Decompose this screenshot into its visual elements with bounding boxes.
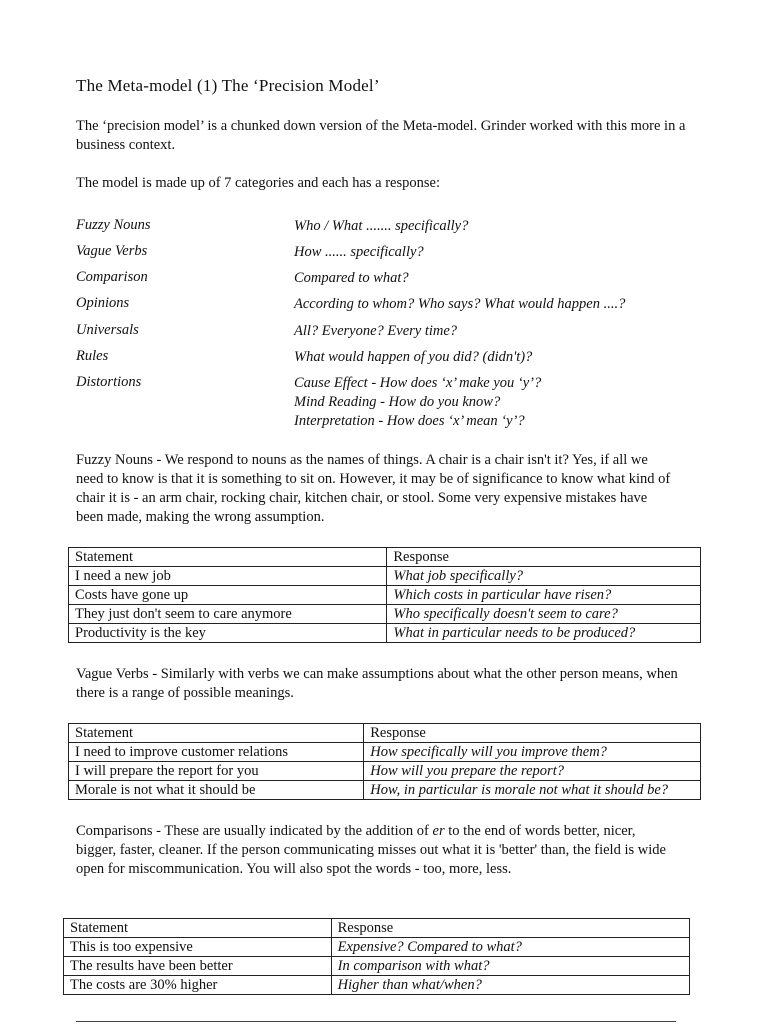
table-row bbox=[69, 743, 701, 762]
comparisons-text-before: Comparisons - These are usually indicated by the addition of bbox=[76, 823, 433, 839]
statement-header: Statement bbox=[64, 919, 332, 938]
response-cell: How will you prepare the report? bbox=[364, 762, 701, 781]
category-response-line: Mind Reading - How do you know? bbox=[294, 394, 501, 410]
category-response bbox=[294, 269, 716, 288]
category-response bbox=[294, 295, 716, 314]
table-row bbox=[69, 567, 701, 586]
response-header: Response bbox=[364, 724, 701, 743]
table-header-row bbox=[69, 548, 701, 567]
category-row bbox=[76, 269, 716, 288]
category-row bbox=[76, 374, 716, 431]
category-name: Distortions bbox=[76, 374, 142, 390]
table-row bbox=[69, 605, 701, 624]
response-cell: Higher than what/when? bbox=[331, 976, 689, 995]
table-row bbox=[69, 781, 701, 800]
statement-cell: Morale is not what it should be bbox=[69, 781, 364, 800]
category-row bbox=[76, 295, 716, 314]
fuzzy-nouns-table bbox=[68, 547, 701, 643]
category-response-line: Interpretation - How does ‘x’ mean ‘y’? bbox=[294, 413, 525, 429]
comparisons-table bbox=[63, 918, 690, 995]
vague-verbs-paragraph: Vague Verbs - Similarly with verbs we can make assumptions about what the other person means, when there is a range of possible meanings. bbox=[76, 666, 678, 701]
category-row bbox=[76, 243, 716, 262]
category-name: Comparison bbox=[76, 269, 148, 285]
table-row bbox=[69, 624, 701, 643]
category-response-line: Compared to what? bbox=[294, 270, 409, 286]
category-response-line: All? Everyone? Every time? bbox=[294, 323, 458, 339]
table-row bbox=[64, 938, 690, 957]
category-name: Universals bbox=[76, 322, 139, 338]
statement-cell: I need to improve customer relations bbox=[69, 743, 364, 762]
table-header-row bbox=[69, 724, 701, 743]
page-title: The Meta-model (1) The ‘Precision Model’ bbox=[76, 76, 380, 95]
statement-cell: I will prepare the report for you bbox=[69, 762, 364, 781]
response-cell: Who specifically doesn't seem to care? bbox=[387, 605, 701, 624]
comparisons-text-after: to the end of words better, nicer, bigger, faster, cleaner. If the person communicating misses out what it is 'better' than, the field is wide open for miscommunication. You will also spot the words - too, more, less. bbox=[76, 823, 666, 877]
response-cell: What in particular needs to be produced? bbox=[387, 624, 701, 643]
statement-cell: This is too expensive bbox=[64, 938, 332, 957]
statement-header: Statement bbox=[69, 548, 387, 567]
category-name: Vague Verbs bbox=[76, 243, 148, 259]
response-cell: Expensive? Compared to what? bbox=[331, 938, 689, 957]
statement-cell: Costs have gone up bbox=[69, 586, 387, 605]
comparisons-text-emphasis: er bbox=[432, 823, 445, 839]
category-name: Fuzzy Nouns bbox=[76, 217, 151, 233]
table-row bbox=[69, 586, 701, 605]
category-response-line: According to whom? Who says? What would happen ....? bbox=[294, 296, 626, 312]
vague-verbs-table bbox=[68, 723, 701, 800]
response-header: Response bbox=[387, 548, 701, 567]
fuzzy-nouns-paragraph: Fuzzy Nouns - We respond to nouns as the names of things. A chair is a chair isn't it? Yes, if all we need to know is that it is something to sit on. However, it may be of significance to know what kind of chair it is - an arm chair, rocking chair, kitchen chair, or stool. Some very expensive mistakes have been made, making the wrong assumption. bbox=[76, 452, 671, 525]
comparisons-paragraph bbox=[76, 822, 676, 879]
statement-cell: Productivity is the key bbox=[69, 624, 387, 643]
category-response bbox=[294, 322, 716, 341]
category-response-line: Cause Effect - How does ‘x’ make you ‘y’? bbox=[294, 375, 542, 391]
response-cell: What job specifically? bbox=[387, 567, 701, 586]
category-response-line: How ...... specifically? bbox=[294, 244, 424, 260]
model-intro-paragraph: The model is made up of 7 categories and each has a response: bbox=[76, 175, 440, 191]
table-header-row bbox=[64, 919, 690, 938]
table-row bbox=[64, 957, 690, 976]
category-row bbox=[76, 348, 716, 367]
category-response bbox=[294, 217, 716, 236]
category-response bbox=[294, 243, 716, 262]
statement-header: Statement bbox=[69, 724, 364, 743]
response-header: Response bbox=[331, 919, 689, 938]
category-name: Rules bbox=[76, 348, 109, 364]
footer-rule bbox=[76, 1021, 676, 1022]
category-row bbox=[76, 217, 716, 236]
statement-cell: The results have been better bbox=[64, 957, 332, 976]
category-response bbox=[294, 374, 716, 431]
response-cell: In comparison with what? bbox=[331, 957, 689, 976]
category-name: Opinions bbox=[76, 295, 130, 311]
statement-cell: I need a new job bbox=[69, 567, 387, 586]
table-row bbox=[64, 976, 690, 995]
category-response-line: What would happen of you did? (didn't)? bbox=[294, 349, 533, 365]
category-response-line: Who / What ....... specifically? bbox=[294, 218, 469, 234]
category-response bbox=[294, 348, 716, 367]
response-cell: How specifically will you improve them? bbox=[364, 743, 701, 762]
response-cell: How, in particular is morale not what it should be? bbox=[364, 781, 701, 800]
response-cell: Which costs in particular have risen? bbox=[387, 586, 701, 605]
category-row bbox=[76, 322, 716, 341]
statement-cell: The costs are 30% higher bbox=[64, 976, 332, 995]
statement-cell: They just don't seem to care anymore bbox=[69, 605, 387, 624]
intro-paragraph: The ‘precision model’ is a chunked down version of the Meta-model. Grinder worked with this more in a business context. bbox=[76, 118, 686, 153]
table-row bbox=[69, 762, 701, 781]
category-list bbox=[76, 217, 716, 429]
